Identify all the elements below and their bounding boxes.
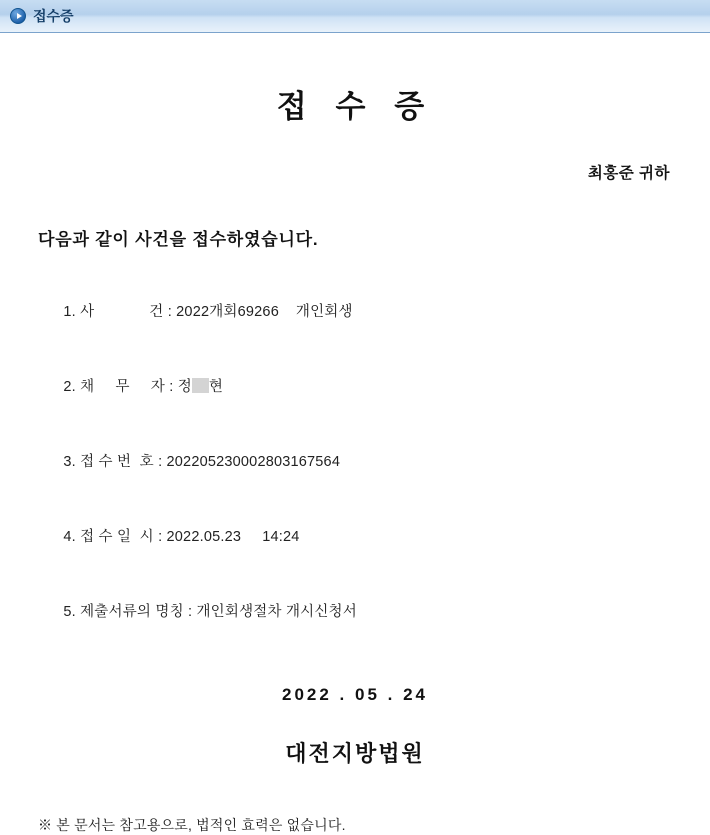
list-item: [38, 359, 672, 412]
list-item: [38, 509, 672, 562]
court-name: 대전지방법원: [285, 741, 425, 767]
page-title: 접 수 증: [276, 89, 434, 125]
window-title: 접수증: [33, 8, 74, 24]
document-body: [0, 81, 710, 835]
item-value: 2022.05.23 14:24: [166, 529, 300, 545]
item-label: 3. 접 수 번 호 :: [63, 454, 167, 470]
item-value: 2022개회69266 개인회생: [176, 304, 353, 320]
footnote: ※ 본 문서는 참고용으로, 법적인 효력은 없습니다.: [38, 817, 346, 833]
blue-arrow-icon: [10, 8, 26, 24]
item-label: 5. 제출서류의 명칭 :: [63, 604, 197, 620]
item-label: 4. 접 수 일 시 :: [63, 529, 167, 545]
item-value: 개인회생절차 개시신청서: [196, 604, 357, 620]
list-item: [38, 284, 672, 337]
lead-sentence: 다음과 같이 사건을 접수하였습니다.: [38, 230, 319, 249]
item-label: 1. 사 건 :: [63, 304, 177, 320]
list-item: [38, 434, 672, 487]
list-item: [38, 584, 672, 637]
item-value-before: 정: [177, 379, 192, 395]
redaction-block: [192, 378, 209, 393]
item-list: [38, 284, 672, 637]
item-value-after: 현: [208, 379, 224, 395]
window-title-bar: [0, 0, 710, 33]
item-value: 202205230002803167564: [166, 454, 341, 470]
recipient-name: 최홍준 귀하: [587, 165, 670, 182]
item-label: 2. 채 무 자 :: [63, 379, 178, 395]
issue-date: 2022 . 05 . 24: [282, 685, 428, 704]
